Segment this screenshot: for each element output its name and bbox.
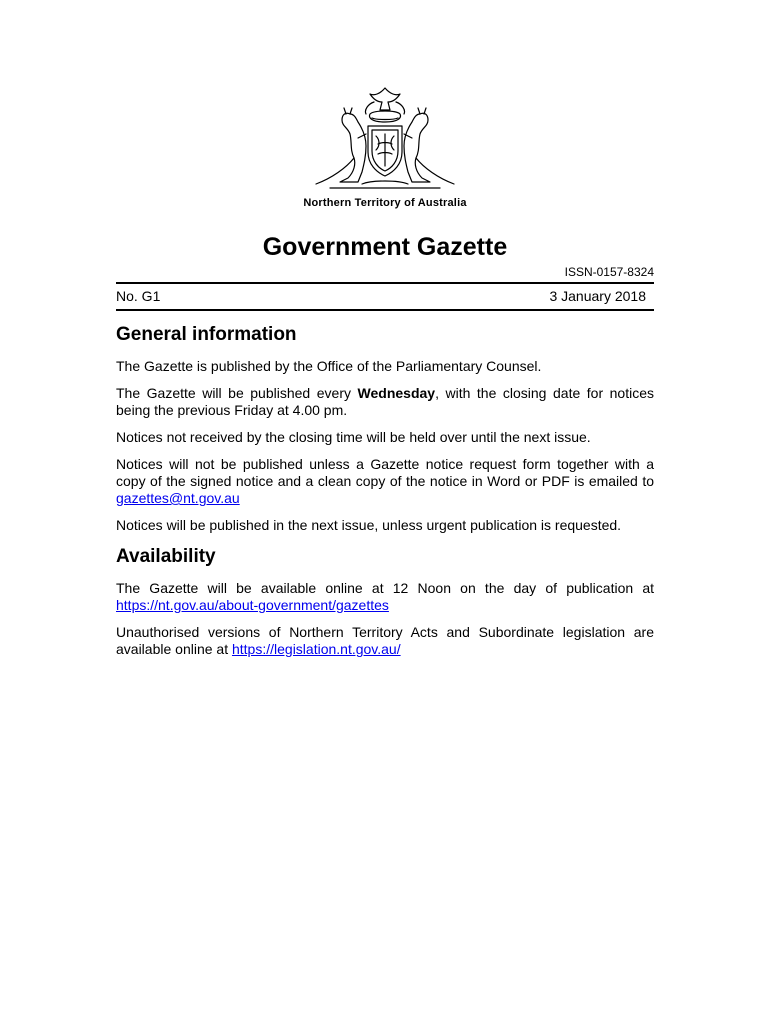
online-availability-text: The Gazette will be available online at 12 Noon on the day of publication at bbox=[116, 580, 654, 596]
gazette-content bbox=[116, 322, 654, 668]
publisher-paragraph: The Gazette is published by the Office of the Parliamentary Counsel. bbox=[116, 358, 542, 374]
schedule-text: The Gazette will be published every bbox=[116, 385, 358, 401]
publication-day: Wednesday bbox=[357, 385, 436, 401]
schedule-text-end: , with the closing date for notices being the previous Friday at 4.00 pm. bbox=[116, 385, 655, 418]
issue-number: No. G1 bbox=[116, 288, 161, 304]
gazettes-url-link[interactable]: https://nt.gov.au/about-government/gazettes bbox=[116, 597, 389, 613]
submission-text: Notices will not be published unless a Gazette notice request form together with a copy of the signed notice and a clean copy of the notice in Word or PDF is emailed to bbox=[116, 456, 654, 489]
page-title: Government Gazette bbox=[262, 233, 508, 261]
closing-time-paragraph: Notices not received by the closing time will be held over until the next issue. bbox=[116, 429, 591, 445]
general-information-heading: General information bbox=[116, 324, 297, 345]
bottom-divider bbox=[116, 309, 654, 311]
gazettes-email-link[interactable]: gazettes@nt.gov.au bbox=[116, 490, 240, 506]
availability-heading: Availability bbox=[116, 546, 216, 567]
legislation-url-link[interactable]: https://legislation.nt.gov.au/ bbox=[231, 641, 401, 657]
top-divider bbox=[116, 282, 654, 284]
legislation-text: Unauthorised versions of Northern Territory Acts and Subordinate legislation are available online at bbox=[116, 624, 654, 657]
urgent-publication-paragraph: Notices will be published in the next issue, unless urgent publication is requested. bbox=[116, 517, 622, 533]
issue-date: 3 January 2018 bbox=[549, 288, 646, 304]
legislation-paragraph bbox=[116, 624, 654, 658]
schedule-paragraph bbox=[116, 385, 654, 419]
territory-name: Northern Territory of Australia bbox=[303, 197, 467, 209]
coat-of-arms-icon bbox=[310, 84, 460, 196]
submission-paragraph bbox=[116, 456, 654, 507]
online-availability-paragraph bbox=[116, 580, 654, 614]
issn-number: ISSN-0157-8324 bbox=[564, 265, 654, 279]
